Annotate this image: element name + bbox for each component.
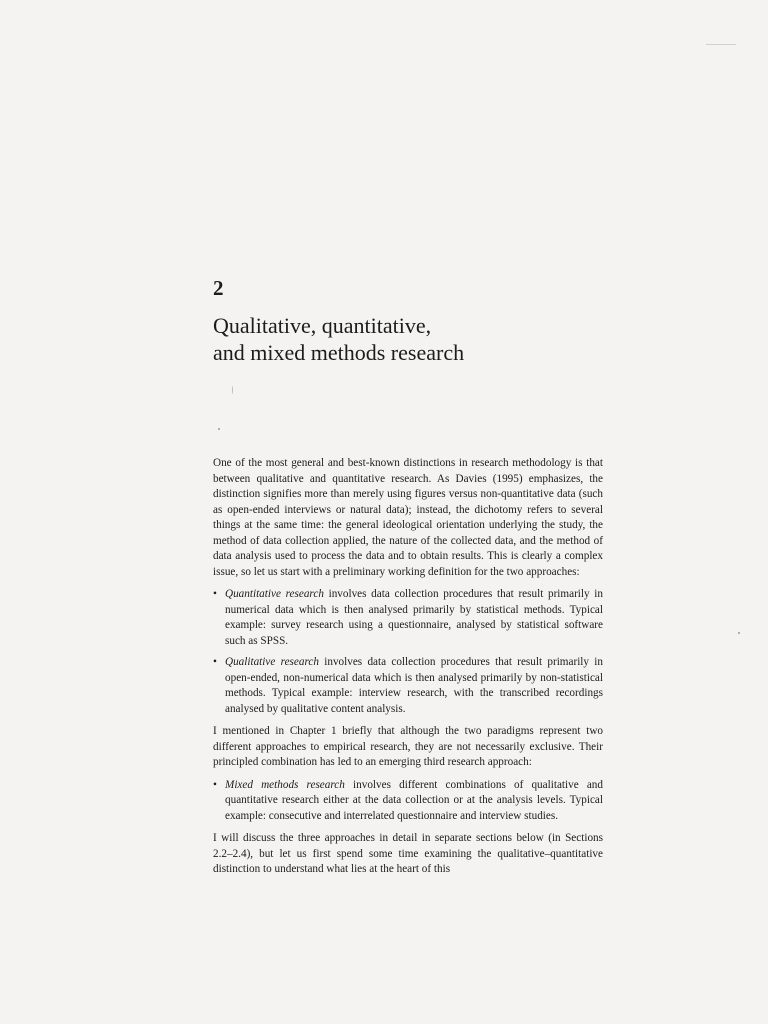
chapter-number: 2 [213, 276, 224, 300]
definition-list-1 [213, 587, 603, 717]
chapter-title [213, 312, 633, 366]
paragraph-paradigms: I mentioned in Chapter 1 briefly that although the two paradigms represent two different approaches to empirical research, they are not necessarily exclusive. Their principled combination has led to an emerging third research approach: [213, 725, 603, 768]
definition-qualitative: involves data collection procedures that result primarily in open-ended, non-numerical data which is then analysed primarily by non-statistical methods. Typical example: interview research, with the transcribed recordings analysed by qualitative content analysis. [225, 656, 603, 715]
term-quantitative: Quantitative research [225, 588, 324, 600]
chapter-title-line-2: and mixed methods research [213, 340, 465, 365]
definition-item-mixed [213, 778, 603, 825]
term-qualitative: Qualitative research [225, 656, 319, 668]
definition-quantitative: involves data collection procedures that result primarily in numerical data which is then analysed primarily by statistical methods. Typical example: survey research using a questionnaire, analysed by statistical software such as SPSS. [225, 588, 603, 647]
scan-speck [218, 428, 220, 430]
definition-item-qualitative [213, 655, 603, 717]
definition-mixed: involves different combinations of qualitative and quantitative research either at the data collection or at the analysis levels. Typical example: consecutive and interrelated questionnaire and interview studies. [225, 778, 603, 822]
scan-speck [706, 44, 736, 45]
paragraph-intro: One of the most general and best-known distinctions in research methodology is that between qualitative and quantitative research. As Davies (1995) emphasizes, the distinction signifies more than merely using figures versus non-quantitative data (such as open-ended interviews or natural data); instead, the dichotomy refers to several things at the same time: the general ideological orientation underlying the study, the method of data collection applied, the nature of the collected data, and the method of data analysis used to process the data and to obtain results. This is clearly a complex issue, so let us start with a preliminary working definition for the two approaches: [213, 457, 603, 578]
term-mixed: Mixed methods research [225, 778, 345, 791]
definition-list-2 [213, 778, 603, 825]
bullet-icon: • [213, 656, 217, 668]
bullet-icon: • [213, 588, 217, 600]
bullet-icon: • [213, 778, 217, 791]
paragraph-sections: I will discuss the three approaches in detail in separate sections below (in Sections 2.2–2.4), but let us first spend some time examining the qualitative–quantitative distinction to understand what lies at the heart of this [213, 832, 603, 875]
scan-speck [738, 632, 740, 634]
definition-item-quantitative [213, 587, 603, 649]
scan-speck [232, 386, 233, 394]
chapter-title-line-1: Qualitative, quantitative, [213, 313, 432, 338]
body-text [213, 456, 603, 885]
